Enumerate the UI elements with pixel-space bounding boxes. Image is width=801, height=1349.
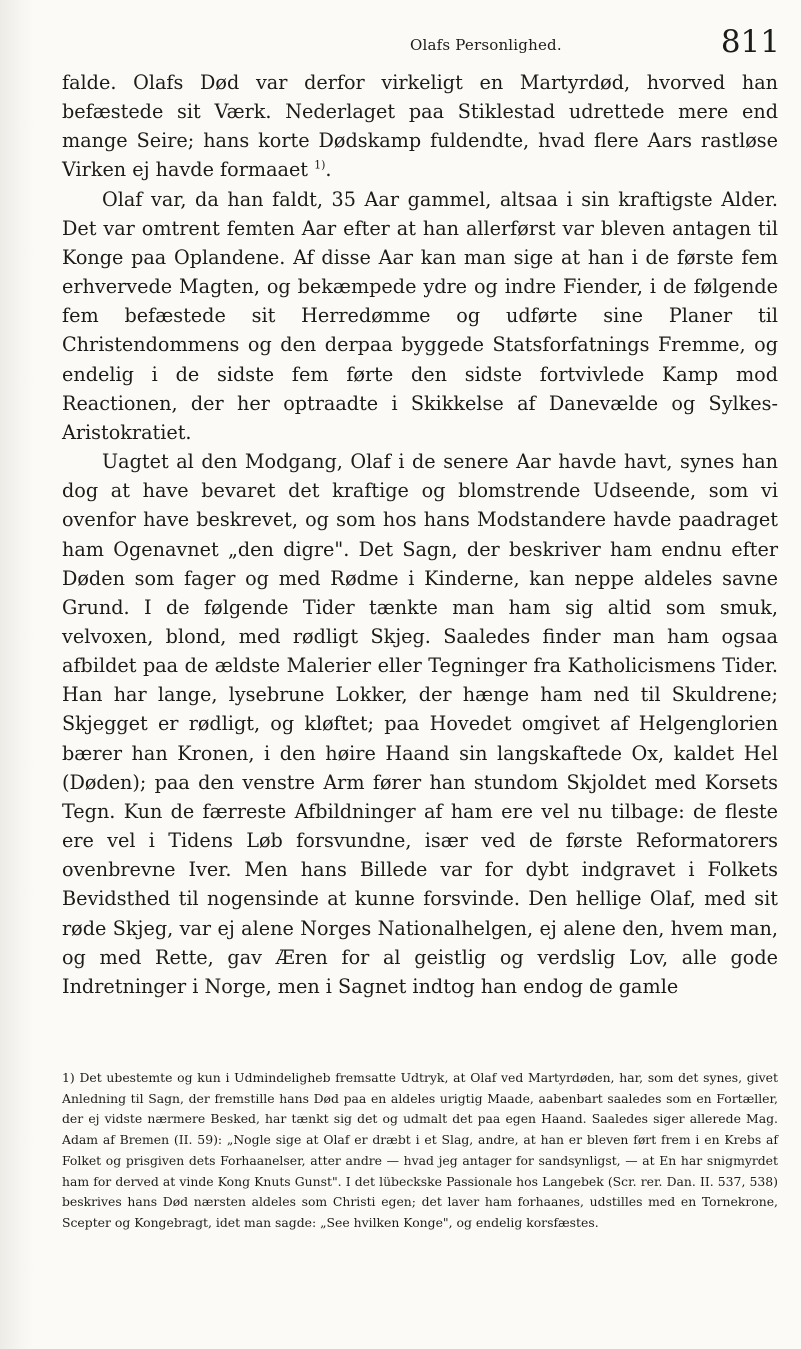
footnote-reference: 1) bbox=[314, 159, 326, 173]
footnote-text: Det ubestemte og kun i Udmindeligheb fremsatte Udtryk, at Olaf ved Martyrdøden, har, som det synes, givet Anledning til Sagn, der fremstille hans Død paa en aldeles urigtig Maade, aabenbart saaledes som en Fortæller, der ej vidste nærmere Besked, har tænkt sig det og udmalt det paa egen Haand. Saaledes siger allerede Mag. Adam af Bremen (II. 59): „Nogle sige at Olaf er dræbt i et Slag, andre, at han er bleven ført frem i en Krebs af Folket og prisgiven dets Forhaanelser, atter andre — hvad jeg antager for sandsynligst, — at En har snigmyrdet ham for derved at vinde Kong Knuts Gunst". I det lübeckske Passionale hos Langebek (Scr. rer. Dan. II. 537, 538) beskrives hans Død nærsten aldeles som Christi egen; det laver ham forhaanes, udstilles med en Tornekrone, Scepter og Kongebragt, idet man sagde: „See hvilken Konge", og endelig korsfæstes. bbox=[62, 1070, 778, 1230]
footnote-paragraph bbox=[62, 1068, 778, 1234]
page-number: 811 bbox=[720, 24, 780, 60]
paragraph-text: falde. Olafs Død var derfor virkeligt en Martyrdød, hvorved han befæstede sit Værk. Nederlaget paa Stiklestad udrettede mere end mange Seire; hans korte Dødskamp fuldendte, hvad flere Aars rastløse Virken ej havde formaaet bbox=[62, 71, 778, 182]
footnote bbox=[62, 1068, 778, 1234]
paragraph: falde. Olafs Død var derfor virkeligt en Martyrdød, hvorved han befæstede sit Værk. Nederlaget paa Stiklestad udrettede mere end mange Seire; hans korte Dødskamp fuldendte, hvad flere Aars rastløse Virken ej havde formaaet $^{1)}$. bbox=[62, 71, 778, 182]
paragraph: Olaf var, da han faldt, 35 Aar gammel, altsaa i sin kraftigste Alder. Det var omtrent femten Aar efter at han allerførst var bleven antagen til Konge paa Oplandene. Af disse Aar kan man sige at han i de første fem erhvervede Magten, og bekæmpede ydre og indre Fiender, i de følgende fem befæstede sit Herredømme og udførte sine Planer til Christendommens og den derpaa byggede Statsforfatnings Fremme, og endelig i de sidste fem førte den sidste fortvivlede Kamp mod Reactionen, der her optraadte i Skikkelse af Danevælde og Sylkes-Aristokratiet. bbox=[62, 187, 778, 444]
footnote-marker: 1) bbox=[62, 1070, 75, 1085]
page-edge-shadow bbox=[0, 0, 34, 1349]
page-header bbox=[410, 22, 780, 62]
running-title: Olafs Personlighed. bbox=[410, 36, 562, 54]
main-text bbox=[62, 68, 778, 1001]
paragraph: Uagtet al den Modgang, Olaf i de senere Aar havde havt, synes han dog at have bevaret det kraftige og blomstrende Udseende, som vi ovenfor have beskrevet, og som hos hans Modstandere havde paadraget ham Ogenavnet „den digre". Det Sagn, der beskriver ham endnu efter Døden som fager og med Rødme i Kinderne, kan neppe aldeles savne Grund. I de følgende Tider tænkte man ham sig altid som smuk, velvoxen, blond, med rødligt Skjeg. Saaledes finder man ham ogsaa afbildet paa de ældste Malerier eller Tegninger fra Katholicismens Tider. Han har lange, lysebrune Lokker, der hænge ham ned til Skuldrene; Skjegget er rødligt, og kløftet; paa Hovedet omgivet af Helgenglorien bærer han Kronen, i den høire Haand sin langskaftede Ox, kaldet Hel (Døden); paa den venstre Arm fører han stundom Skjoldet med Korsets Tegn. Kun de færreste Afbildninger af ham ere vel nu tilbage: de fleste ere vel i Tidens Løb forsvundne, især ved de første Reformatorers ovenbrevne Iver. Men hans Billede var for dybt indgravet i Folkets Bevidsthed til nogensinde at kunne forsvinde. Den hellige Olaf, med sit røde Skjeg, var ej alene Norges Nationalhelgen, ej alene den, hvem man, og med Rette, gav Æren for al geistlig og verdslig Lov, alle gode Indretninger i Norge, men i Sagnet indtog han endog de gamle bbox=[62, 450, 778, 998]
